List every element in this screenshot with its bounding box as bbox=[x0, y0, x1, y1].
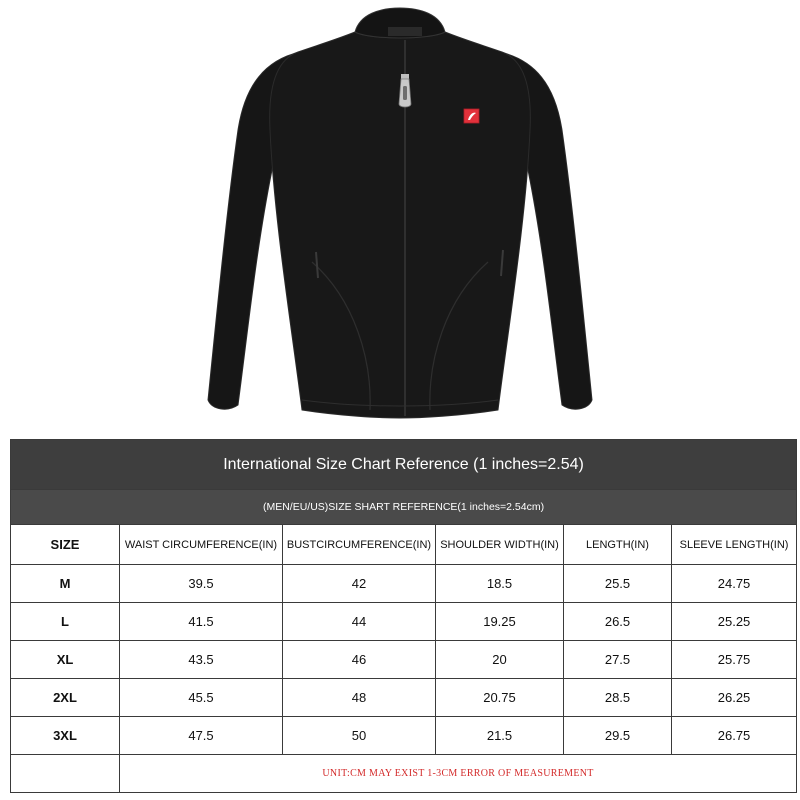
table-row bbox=[11, 679, 797, 717]
bust-cell: 42 bbox=[283, 565, 436, 603]
size-chart-note-row bbox=[11, 755, 797, 793]
sleeve-cell: 26.25 bbox=[672, 679, 797, 717]
size-cell: 2XL bbox=[11, 679, 120, 717]
length-cell: 28.5 bbox=[564, 679, 672, 717]
size-cell: 3XL bbox=[11, 717, 120, 755]
waist-cell: 41.5 bbox=[120, 603, 283, 641]
waist-cell: 39.5 bbox=[120, 565, 283, 603]
zipper-pull-icon bbox=[399, 74, 411, 107]
measurement-note: UNIT:CM MAY EXIST 1-3CM ERROR OF MEASUREMENT bbox=[120, 755, 797, 793]
header-sleeve: SLEEVE LENGTH(IN) bbox=[672, 525, 797, 565]
shoulder-cell: 21.5 bbox=[436, 717, 564, 755]
note-empty-cell bbox=[11, 755, 120, 793]
size-cell: L bbox=[11, 603, 120, 641]
shoulder-cell: 18.5 bbox=[436, 565, 564, 603]
sleeve-cell: 24.75 bbox=[672, 565, 797, 603]
size-chart-title: International Size Chart Reference (1 inches=2.54) bbox=[11, 440, 797, 490]
shoulder-cell: 20 bbox=[436, 641, 564, 679]
length-cell: 29.5 bbox=[564, 717, 672, 755]
sleeve-cell: 26.75 bbox=[672, 717, 797, 755]
shoulder-cell: 19.25 bbox=[436, 603, 564, 641]
size-chart-title-row bbox=[11, 440, 797, 490]
size-cell: XL bbox=[11, 641, 120, 679]
size-chart-header-row bbox=[11, 525, 797, 565]
bust-cell: 50 bbox=[283, 717, 436, 755]
header-size: SIZE bbox=[11, 525, 120, 565]
chest-logo-icon bbox=[464, 109, 479, 123]
table-row bbox=[11, 603, 797, 641]
sleeve-cell: 25.25 bbox=[672, 603, 797, 641]
length-cell: 26.5 bbox=[564, 603, 672, 641]
neck-label bbox=[388, 27, 422, 36]
waist-cell: 47.5 bbox=[120, 717, 283, 755]
bust-cell: 46 bbox=[283, 641, 436, 679]
waist-cell: 43.5 bbox=[120, 641, 283, 679]
size-chart-subtitle-row bbox=[11, 490, 797, 525]
header-waist: WAIST CIRCUMFERENCE(IN) bbox=[120, 525, 283, 565]
bust-cell: 44 bbox=[283, 603, 436, 641]
waist-cell: 45.5 bbox=[120, 679, 283, 717]
size-cell: M bbox=[11, 565, 120, 603]
size-chart-table bbox=[10, 439, 797, 793]
table-row bbox=[11, 641, 797, 679]
header-shoulder: SHOULDER WIDTH(IN) bbox=[436, 525, 564, 565]
table-row bbox=[11, 717, 797, 755]
length-cell: 25.5 bbox=[564, 565, 672, 603]
header-bust: BUSTCIRCUMFERENCE(IN) bbox=[283, 525, 436, 565]
table-row bbox=[11, 565, 797, 603]
size-chart-subtitle: (MEN/EU/US)SIZE SHART REFERENCE(1 inches=2.54cm) bbox=[11, 490, 797, 525]
shoulder-cell: 20.75 bbox=[436, 679, 564, 717]
header-length: LENGTH(IN) bbox=[564, 525, 672, 565]
bust-cell: 48 bbox=[283, 679, 436, 717]
sleeve-cell: 25.75 bbox=[672, 641, 797, 679]
length-cell: 27.5 bbox=[564, 641, 672, 679]
jacket bbox=[208, 8, 592, 418]
